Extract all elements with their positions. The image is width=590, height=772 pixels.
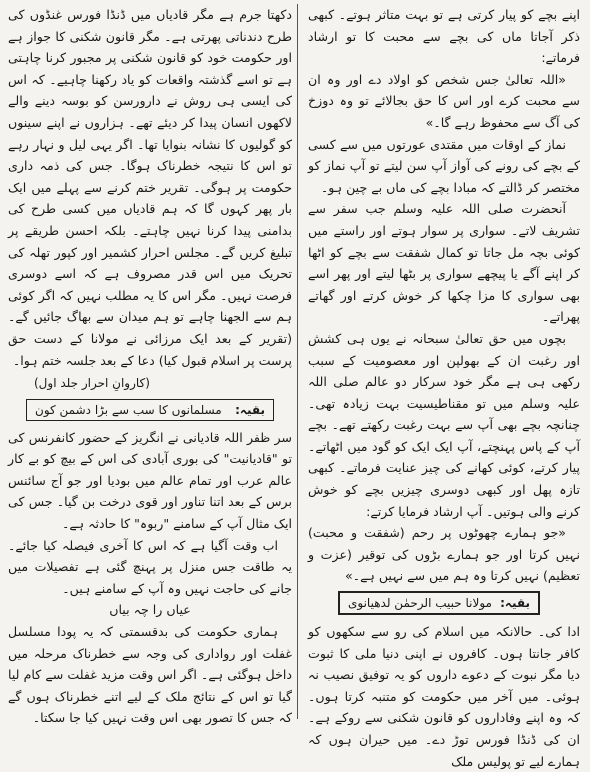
right-paragraph-3: نماز کے اوقات میں مقتدی عورتوں میں سے کسی کے بچے کی رونے کی آواز آپ سن لیتے تو آپ نماز کو مختصر کر ڈالتے کہ مبادا بچے کی ماں بے چین ہو۔ bbox=[308, 136, 580, 195]
left-paragraph-4: ہماری حکومت کی بدقسمتی کہ یہ پودا مسلسل غفلت اور رواداری کی وجہ سے خطرناک مرحلہ میں داخل ہوگئی ہے۔ اگر اس وقت مزید غفلت سے کام لیا گیا تو اس کے نتائج ملک کے لیے اتنے خطرناک ہوں گے کہ جس کا تصور بھی اس وقت نہیں کیا جا سکتا۔ bbox=[8, 624, 292, 726]
right-section-heading bbox=[338, 591, 540, 615]
right-paragraph-6: «جو ہمارے چھوٹوں پر رحم (شفقت و محبت) نہیں کرتا اور جو ہمارے بڑوں کی توقیر (عزت و تعظیم) نہیں کرتا وہ ہم میں سے نہیں ہے۔» bbox=[308, 525, 580, 584]
left-column bbox=[8, 4, 292, 726]
left-heading-tag: بقیہ: bbox=[235, 402, 265, 417]
right-heading-tag: بقیہ: bbox=[500, 596, 530, 611]
right-paragraph-7: ادا کی۔ حالانکہ میں اسلام کی رو سے سکھوں کو کافر جانتا ہوں۔ کافروں نے اپنی دنیا ملی کا ثبوت دیا مگر نبوت کے دعوے داروں کو یہ توفیق نصیب نہ ہوئی۔ میں آخر میں حکومت کو متنبہ کرتا ہوں۔ کہ وہ اپنے وفاداروں کو قانون شکنی سے روکے ہے۔ ان کی ڈنڈا فورس توڑ دے۔ میں حیران ہوں کہ ہمارے لیے تو پولیس ملک bbox=[308, 624, 580, 769]
left-paragraph-1: دکھتا جرم ہے مگر قادیاں میں ڈنڈا فورس غنڈوں کی طرح دندناتی پھرتی ہے۔ مگر قانون شکنی کا جواز ہے اور حکومت خود کو قانون شکنی پر مجبور کرنا چاہتی ہے تو اسے گذشتہ واقعات کو یاد رکھنا چاہیے۔ کہ اس کی ایسی ہی روش نے دارورسن کو بوسہ دینے والے لاکھوں انسان پیدا کر دیئے تھے۔ ہزاروں نے اپنے سینوں کو گولیوں کا نشانہ بنوایا تھا۔ اگر یہی لیل و نہار رہے تو اس کا نتیجہ خطرناک ہوگا۔ جس کی ذمہ داری حکومت پر ہوگی۔ تقریر ختم کرنے سے پہلے میں ایک بار پھر کہوں گا کہ ہم قادیاں میں کسی طرح کی بدامنی پیدا کرنا نہیں چاہتے۔ بلکہ احسن طریقے پر تبلیغ کریں گے۔ مجلس احرار کشمیر اور کپور تھلہ کی تحریک میں اس قدر مصروف ہے کہ اسے دوسری فرصت نہیں۔ مگر اس کا یہ مطلب نہیں کہ اگر کوئی ہم سے الجھنا چاہے تو ہم میدان سے بھاگ جائیں گے۔ (تقریر کے بعد ایک مرزائی نے مولانا کے دست حق پرست پر اسلام قبول کیا) دعا کے بعد جلسہ ختم ہوا۔ bbox=[8, 7, 292, 368]
right-paragraph-5: بچوں میں حق تعالیٰ سبحانہ نے یوں ہی کشش اور رغبت ان کے بھولپن اور معصومیت کے سبب رکھی ہی ہے مگر خود سرکار دو عالم صلی اللہ علیہ وسلم میں تو مقناطیسیت بہت زیادہ تھی۔ چنانچہ بچے بھی آپ سے بہت رغبت رکھتے تھے۔ بچے آپ کے پاس پہنچتے، آپ ایک ایک کو گود میں اٹھاتے۔ پیار کرتے، کوئی کھانے کی چیز عنایت فرماتے۔ کبھی تازہ پھل اور کبھی دوسری چیزیں بچے کو خوش کرنے والی ہوتیں۔ آپ ارشاد فرمایا کرتے: bbox=[308, 330, 580, 519]
right-heading-title: مولانا حبیب الرحمٰن لدھیانوی bbox=[348, 596, 492, 611]
right-column bbox=[308, 4, 580, 769]
right-paragraph-1: اپنے بچے کو پیار کرتی ہے تو بہت متاثر ہوتے۔ کبھی ذکر آجاتا ماں کی بچے سے محبت کا تو ارشاد فرماتے: bbox=[308, 7, 580, 66]
left-section-heading bbox=[26, 399, 274, 421]
source-note: (کاروانِ احرار جلد اول) bbox=[34, 376, 150, 391]
verse-line: عیاں را چہ بیاں bbox=[109, 602, 191, 618]
column-divider bbox=[297, 4, 298, 719]
right-paragraph-2: «اللہ تعالیٰ جس شخص کو اولاد دے اور وہ ان سے محبت کرے اور اس کا حق بجالائے تو وہ دوزخ کی آگ سے محفوظ رہے گا۔» bbox=[308, 71, 580, 130]
left-heading-title: مسلمانوں کا سب سے بڑا دشمن کون bbox=[35, 402, 222, 417]
left-paragraph-2: سر ظفر اللہ قادیانی نے انگریز کے حضور کانفرنس کی تو "قادیانیت" کی بوری آبادی کی اس کے بیچ کو بے کار عالم عرب اور تمام عالم میں بودیا اور جو آج سائنس برس کے بعد اتنا تناور اور قوی درخت بن گیا۔ جس کی ایک مثال آپ کے سامنے "ربوہ" کا حادثہ ہے۔ bbox=[8, 429, 292, 532]
left-paragraph-3: اب وقت آگیا ہے کہ اس کا آخری فیصلہ کیا جائے۔ یہ طاقت جس منزل پر پہنچ گئی ہے تفصیلات میں جانے کی حاجت نہیں وہ آپ کے سامنے ہیں۔ bbox=[8, 537, 292, 596]
right-paragraph-4: آنحضرت صلی اللہ علیہ وسلم جب سفر سے تشریف لاتے۔ سواری پر سوار ہوتے اور راستے میں کوئی بچہ مل جاتا تو کمال شفقت سے بچے کو اٹھا کر اپنے آگے یا پیچھے سواری پر بٹھا لیتے اور پھر اسے بھی سواری کا مزا چکھا کر خوش کرتے اور گھاتے پھراتے۔ bbox=[308, 201, 580, 325]
